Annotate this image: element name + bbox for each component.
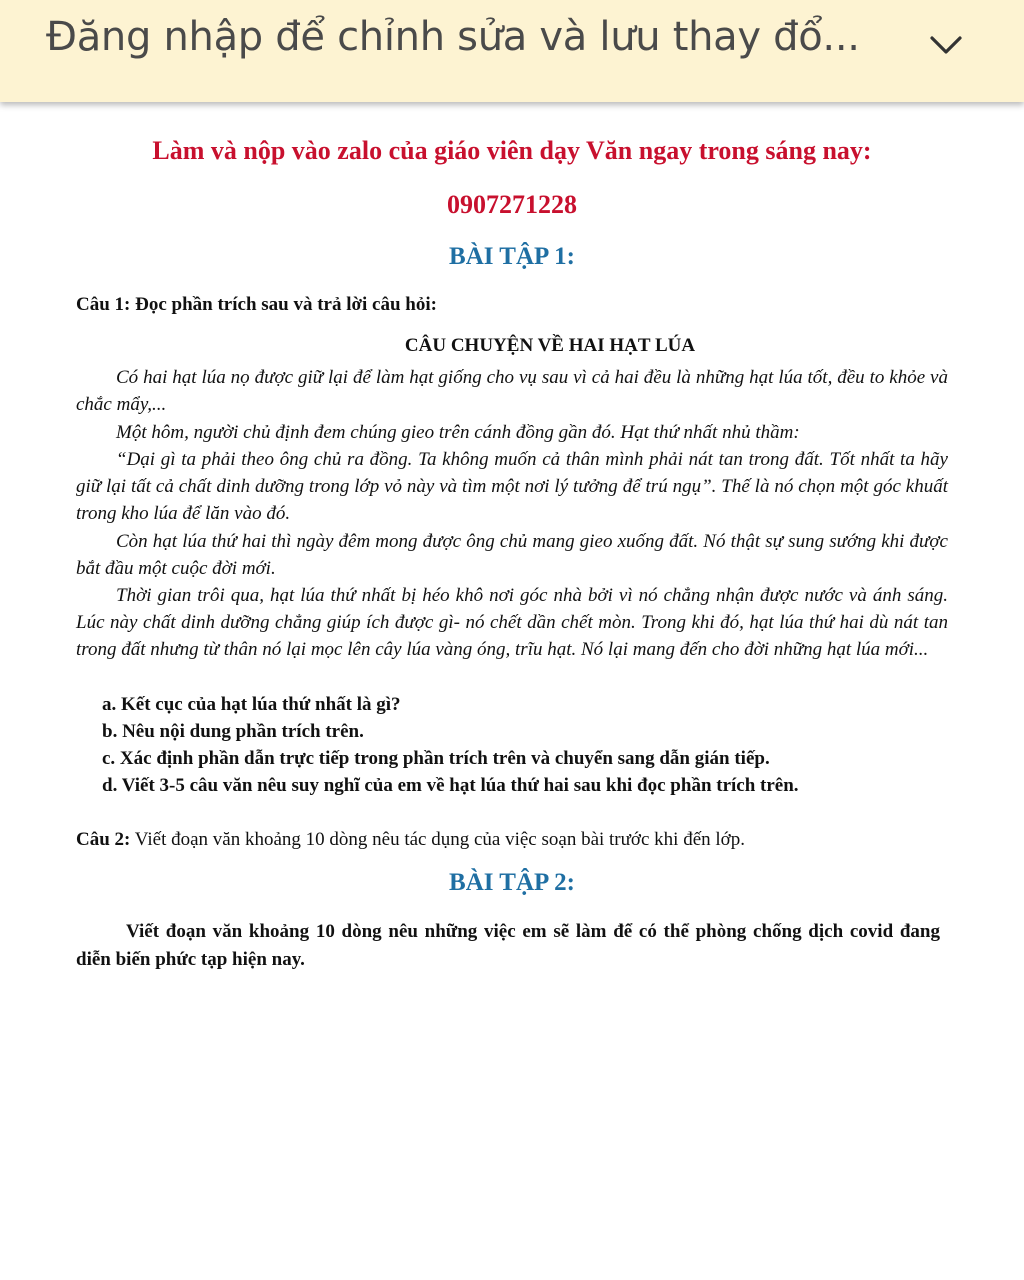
question-b: b. Nêu nội dung phần trích trên. [102, 721, 364, 742]
question-2 [76, 829, 745, 851]
question-1-label: Câu 1: Đọc phần trích sau và trả lời câu hỏi: [76, 294, 437, 315]
question-d: d. Viết 3-5 câu văn nêu suy nghĩ của em về hạt lúa thứ hai sau khi đọc phần trích trên. [102, 775, 799, 796]
story-paragraph-4: Còn hạt lúa thứ hai thì ngày đêm mong được ông chủ mang gieo xuống đất. Nó thật sự sung sướng khi được bắt đầu một cuộc đời mới. [76, 531, 948, 580]
chevron-down-icon[interactable] [926, 26, 966, 66]
exercise-2-heading: BÀI TẬP 2: [449, 869, 575, 896]
story-paragraph-1: Có hai hạt lúa nọ được giữ lại để làm hạt giống cho vụ sau vì cả hai đều là những hạt lúa tốt, đều to khỏe và chắc mẩy,... [76, 367, 948, 416]
notice-phone: 0907271228 [447, 190, 577, 219]
story-paragraph-2: Một hôm, người chủ định đem chúng gieo trên cánh đồng gần đó. Hạt thứ nhất nhủ thầm: [116, 422, 800, 443]
login-prompt-text[interactable]: Đăng nhập để chỉnh sửa và lưu thay đổ... [46, 14, 860, 60]
question-2-label: Câu 2: [76, 829, 131, 850]
question-2-text: Viết đoạn văn khoảng 10 dòng nêu tác dụng của việc soạn bài trước khi đến lớp. [130, 829, 745, 850]
story-paragraph-3: “Dại gì ta phải theo ông chủ ra đồng. Ta không muốn cả thân mình phải nát tan trong đất. Tốt nhất ta hãy giữ lại tất cả chất dinh dưỡng trong lớp vỏ này và tìm một nơi lý tưởng để trú ngụ”. Thế là nó chọn một góc khuất trong kho lúa để lăn vào đó. [76, 449, 948, 525]
story-paragraph-5: Thời gian trôi qua, hạt lúa thứ nhất bị héo khô nơi góc nhà bởi vì nó chẳng nhận được nước và ánh sáng. Lúc này chất dinh dưỡng chẳng giúp ích được gì- nó chết dần chết mòn. Trong khi đó, hạt lúa thứ hai dù nát tan trong đất nhưng từ thân nó lại mọc lên cây lúa vàng óng, trĩu hạt. Nó lại mang đến cho đời những hạt lúa mới... [76, 585, 948, 661]
exercise-2-text: Viết đoạn văn khoảng 10 dòng nêu những việc em sẽ làm để có thể phòng chống dịch covid đang diễn biến phức tạp hiện nay. [76, 921, 940, 970]
login-banner[interactable] [0, 0, 1024, 102]
question-a: a. Kết cục của hạt lúa thứ nhất là gì? [102, 694, 401, 715]
question-c: c. Xác định phần dẫn trực tiếp trong phần trích trên và chuyển sang dẫn gián tiếp. [102, 748, 770, 769]
exercise-1-heading: BÀI TẬP 1: [449, 243, 575, 270]
story-title: CÂU CHUYỆN VỀ HAI HẠT LÚA [404, 335, 696, 356]
notice-line: Làm và nộp vào zalo của giáo viên dạy Văn ngay trong sáng nay: [152, 136, 872, 165]
